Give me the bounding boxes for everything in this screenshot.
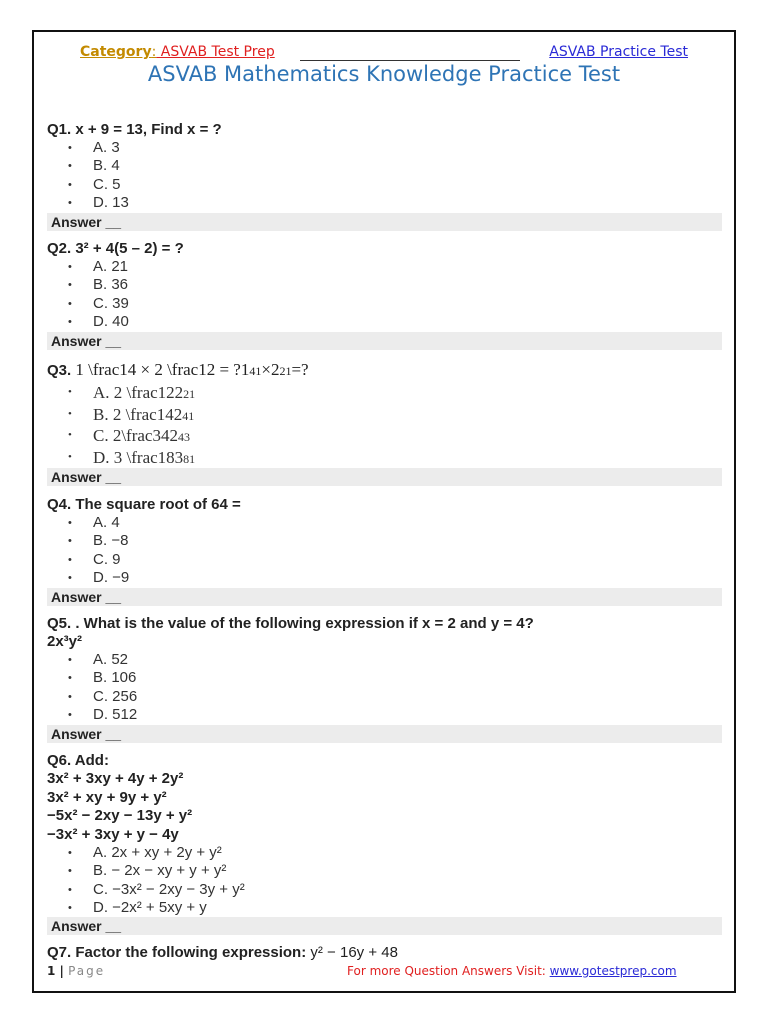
question-5-options [48, 651, 137, 725]
option-d[interactable]: • D. −9 [48, 569, 129, 587]
question-5-expression: 2x³y² [47, 633, 83, 650]
option-c[interactable]: • C. 39 [48, 295, 129, 313]
question-2-prompt: Q2. 3² + 4(5 – 2) = ? [47, 240, 184, 257]
page-number: 1 [47, 964, 56, 978]
question-6-options [48, 844, 245, 918]
category-label: Category [80, 44, 152, 60]
option-d[interactable]: • D. 40 [48, 313, 129, 331]
header-rule [300, 60, 520, 61]
option-b[interactable]: • B. 4 [48, 157, 129, 175]
answer-4: Answer __ [47, 588, 722, 606]
option-b[interactable]: • B. − 2x − xy + y + y² [48, 862, 245, 880]
question-4-prompt: Q4. The square root of 64 = [47, 496, 241, 513]
option-a[interactable]: • A. 21 [48, 258, 129, 276]
option-b[interactable] [48, 404, 195, 426]
option-b-main: B. 2 \frac142 [93, 404, 183, 424]
option-d[interactable] [48, 447, 195, 469]
option-a[interactable]: • A. 52 [48, 651, 137, 669]
option-b[interactable]: • B. −8 [48, 532, 129, 550]
question-6-line-3: −5x² − 2xy − 13y + y² [47, 807, 193, 824]
option-c-main: C. 2\frac342 [93, 426, 178, 445]
q3-expr-mid: ×2 [261, 360, 280, 379]
option-a-small: 21 [183, 387, 196, 401]
question-3-expression [75, 360, 308, 379]
question-7-text: Q7. Factor the following expression: [47, 944, 307, 961]
page-separator: | [55, 964, 69, 978]
question-1-prompt: Q1. x + 9 = 13, Find x = ? [47, 121, 222, 138]
option-d[interactable]: • D. 13 [48, 194, 129, 212]
option-c[interactable]: • C. 9 [48, 551, 129, 569]
q3-expr-end: =? [291, 360, 309, 379]
option-c[interactable]: • C. −3x² − 2xy − 3y + y² [48, 881, 245, 899]
footer-visit [347, 964, 677, 978]
question-6-line-2: 3x² + xy + 9y + y² [47, 789, 167, 806]
option-d[interactable]: • D. −2x² + 5xy + y [48, 899, 245, 917]
page-footer [47, 964, 687, 980]
question-4-options [48, 514, 129, 588]
category-value[interactable]: ASVAB Test Prep [156, 44, 275, 60]
footer-visit-link[interactable]: www.gotestprep.com [549, 964, 677, 978]
question-7-expression: y² − 16y + 48 [306, 944, 398, 961]
option-d-main: D. 3 \frac183 [93, 447, 184, 467]
option-a[interactable] [48, 382, 195, 404]
answer-1: Answer __ [47, 213, 722, 231]
answer-2: Answer __ [47, 332, 722, 350]
answer-6: Answer __ [47, 917, 722, 935]
question-6-line-4: −3x² + 3xy + y − 4y [47, 826, 179, 843]
q3-expr-main: 1 \frac14 × 2 \frac12 = ?1 [75, 360, 250, 379]
answer-3: Answer __ [47, 468, 722, 486]
question-5-prompt: Q5. . What is the value of the following expression if x = 2 and y = 4? [47, 615, 534, 632]
option-c[interactable] [48, 425, 195, 447]
option-c[interactable]: • C. 256 [48, 688, 137, 706]
q3-expr-small-2: 21 [279, 364, 292, 378]
option-a-main: A. 2 \frac122 [93, 383, 184, 402]
option-b[interactable]: • B. 36 [48, 276, 129, 294]
document-title: ASVAB Mathematics Knowledge Practice Test [147, 62, 621, 86]
question-6-line-1: 3x² + 3xy + 4y + 2y² [47, 770, 184, 787]
question-6-prompt: Q6. Add: [47, 752, 109, 769]
question-3-options [48, 382, 195, 468]
question-3-prompt [47, 360, 309, 380]
option-a[interactable]: • A. 4 [48, 514, 129, 532]
answer-5: Answer __ [47, 725, 722, 743]
option-b-small: 41 [182, 408, 195, 423]
question-3-label: Q3. [47, 362, 72, 379]
q3-expr-small-1: 41 [249, 364, 262, 378]
category-separator: : [151, 44, 157, 60]
option-c-small: 43 [177, 430, 190, 444]
option-b[interactable]: • B. 106 [48, 669, 137, 687]
practice-test-link[interactable]: ASVAB Practice Test [549, 44, 688, 60]
option-a[interactable]: • A. 2x + xy + 2y + y² [48, 844, 245, 862]
question-1-options [48, 139, 129, 213]
option-c[interactable]: • C. 5 [48, 176, 129, 194]
option-d[interactable]: • D. 512 [48, 706, 137, 724]
option-d-small: 81 [183, 451, 196, 466]
question-2-options [48, 258, 129, 332]
page-label: Page [68, 964, 106, 978]
footer-visit-text: For more Question Answers Visit: [347, 964, 550, 978]
option-a[interactable]: • A. 3 [48, 139, 129, 157]
question-7-prompt [47, 944, 398, 961]
